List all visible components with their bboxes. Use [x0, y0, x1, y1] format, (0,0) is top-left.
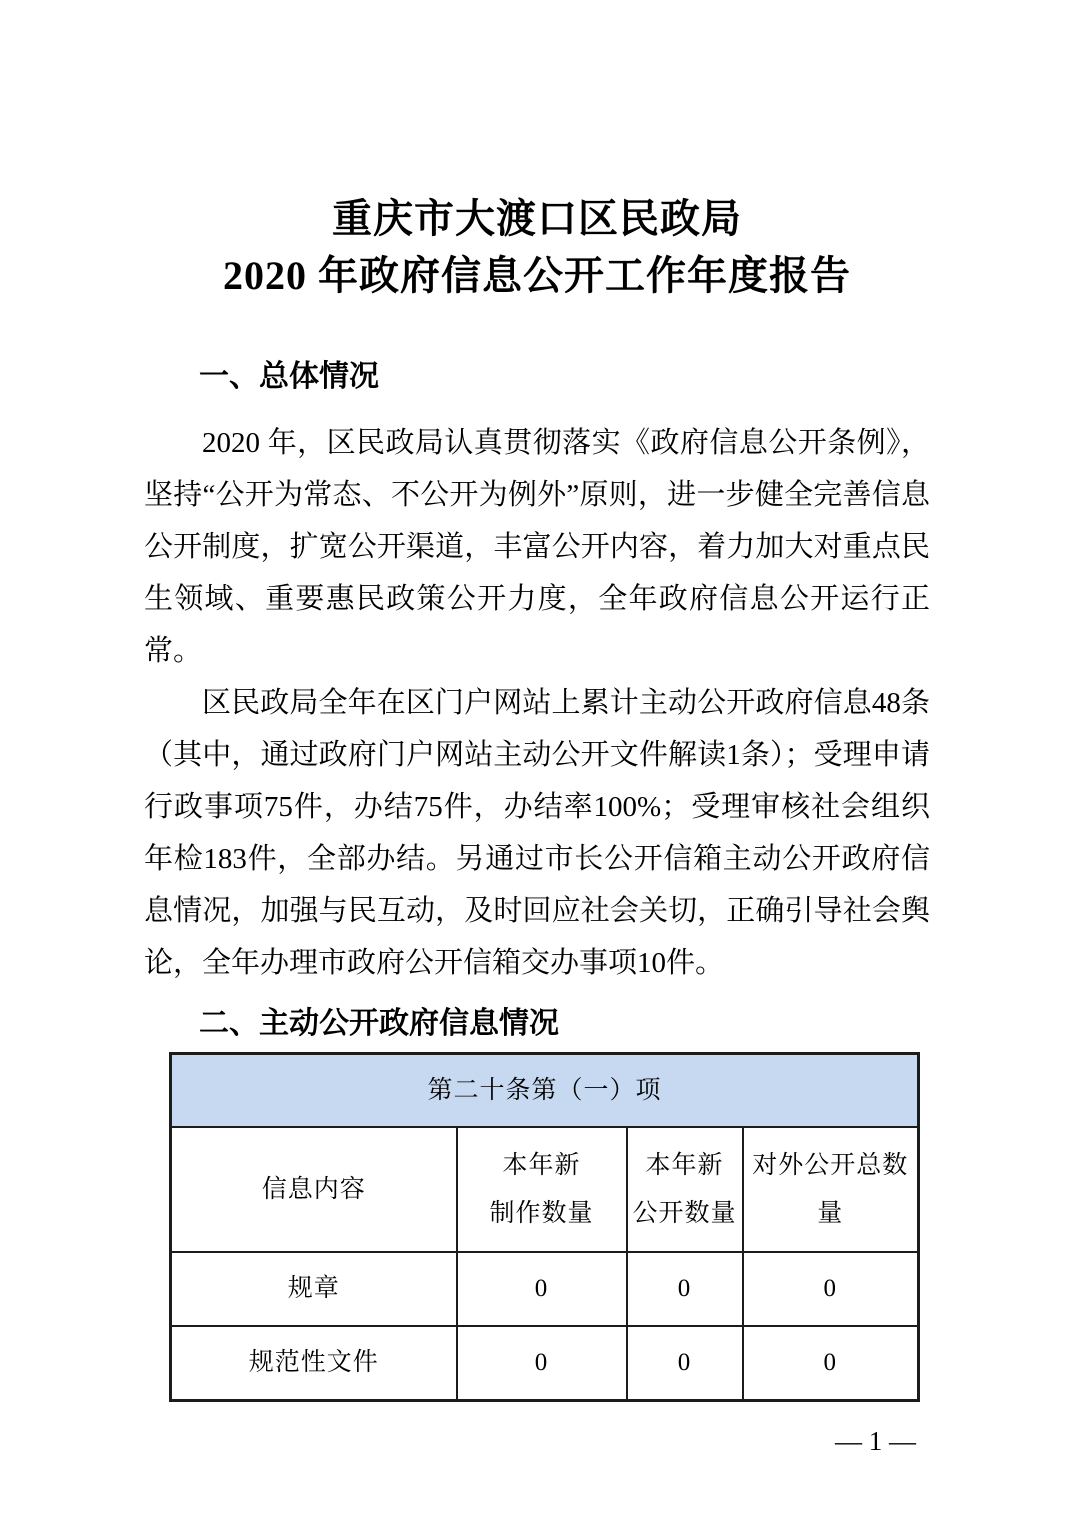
- section-1-paragraph-1: 2020 年，区民政局认真贯彻落实《政府信息公开条例》，坚持“公开为常态、不公开为例外”原则，进一步健全完善信息公开制度，扩宽公开渠道，丰富公开内容，着力加大对重点民生领域、重要惠民政策公开力度，全年政府信息公开运行正常。: [144, 427, 930, 667]
- table-span-header-cell: 第二十条第（一）项: [171, 1054, 919, 1128]
- col-header-new-produced-line-2: 制作数量: [489, 1199, 594, 1227]
- document-title: [144, 190, 930, 304]
- table-row-regulations: [171, 1252, 919, 1326]
- section-1-paragraph-2: 区民政局全年在区门户网站上累计主动公开政府信息48条（其中，通过政府门户网站主动公开文件解读1条）；受理申请行政事项75件，办结75件，办结率100%；受理审核社会组织年检183件，全部办结。另通过市长公开信箱主动公开政府信息情况，加强与民互动，及时回应社会关切，正确引导社会舆论，全年办理市政府公开信箱交办事项10件。: [144, 687, 930, 979]
- cell-normative-new-published: 0: [627, 1326, 743, 1401]
- cell-regulations-total-public: 0: [743, 1252, 919, 1326]
- col-header-new-produced-line-1: 本年新: [502, 1151, 581, 1179]
- col-header-total-public: 对外公开总数量: [743, 1127, 919, 1252]
- col-header-new-produced: [457, 1127, 627, 1252]
- page-number: — 1 —: [835, 1426, 916, 1456]
- table-span-header-row: [171, 1054, 919, 1128]
- section-2-heading: 二、主动公开政府信息情况: [199, 1007, 559, 1040]
- row-label-regulations: 规章: [171, 1252, 457, 1326]
- section-1-heading: 一、总体情况: [199, 360, 379, 393]
- cell-regulations-new-published: 0: [627, 1252, 743, 1326]
- cell-normative-total-public: 0: [743, 1326, 919, 1401]
- document-title-line-2: 2020 年政府信息公开工作年度报告: [223, 253, 851, 298]
- cell-normative-new-produced: 0: [457, 1326, 627, 1401]
- article-20-item-1-table: [169, 1052, 920, 1402]
- col-header-new-published-line-2: 公开数量: [632, 1199, 737, 1227]
- col-header-info-content: 信息内容: [171, 1127, 457, 1252]
- col-header-new-published: [627, 1127, 743, 1252]
- document-title-line-1: 重庆市大渡口区民政局: [332, 196, 742, 241]
- table-row-normative-documents: [171, 1326, 919, 1401]
- row-label-normative-documents: 规范性文件: [171, 1326, 457, 1401]
- col-header-new-published-line-1: 本年新: [645, 1151, 724, 1179]
- table-column-header-row: [171, 1127, 919, 1252]
- cell-regulations-new-produced: 0: [457, 1252, 627, 1326]
